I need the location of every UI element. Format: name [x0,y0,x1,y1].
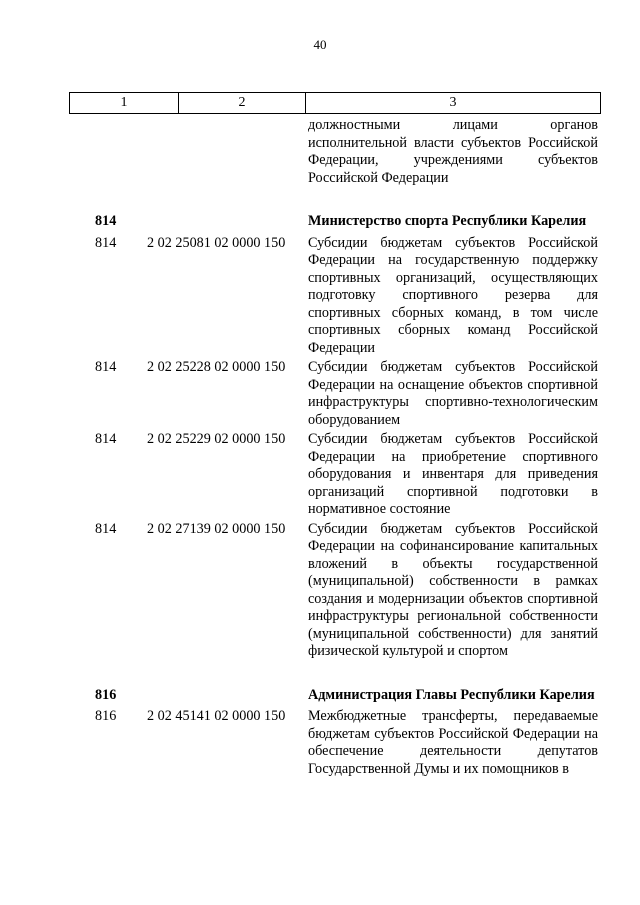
table-row [0,235,640,358]
row-description: Субсидии бюджетам субъектов Российской Федерации на софинансирование капитальных вложений в объекты государственной (муниципальной) собственности в рамках создания и модернизации объектов спортивной инфраструктуры региональной собственности (муниципальной собственности) для занятий физической культурой и спортом [308,520,598,659]
row-kbk: 2 02 25229 02 0000 150 [147,431,286,447]
row-kbk: 2 02 27139 02 0000 150 [147,520,286,537]
table-header [69,92,601,114]
header-col-1: 1 [70,93,179,114]
row-kbk: 2 02 25228 02 0000 150 [147,359,286,375]
row-description: должностными лицами органов исполнительной власти субъектов Российской Федерации, учреждениями субъектов Российской Федерации [308,117,598,186]
row-description: Администрация Главы Республики Карелия [308,686,595,703]
row-code: 814 [95,431,117,447]
table-row [0,521,640,661]
row-description: Субсидии бюджетам субъектов Российской Федерации на оснащение объектов спортивной инфраструктуры спортивно-технологическим оборудованием [308,359,598,428]
row-kbk: 2 02 45141 02 0000 150 [147,708,286,724]
row-description: Межбюджетные трансферты, передаваемые бюджетам субъектов Российской Федерации на обеспечение деятельности депутатов Государственной Думы и их помощников в [308,708,598,777]
page-number: 40 [313,37,327,52]
row-description: Субсидии бюджетам субъектов Российской Федерации на государственную поддержку спортивных организаций, осуществляющих подготовку спортивного резерва для спортивных сборных команд, в том числе спортивных сборных команд Российской Федерации [308,234,598,356]
table-row [0,117,640,187]
row-code: 816 [95,686,117,703]
row-description: Министерство спорта Республики Карелия [308,213,587,229]
table-row [0,431,640,519]
table-row [0,708,640,778]
table-row-section [0,213,640,231]
table-row [0,359,640,429]
header-col-3: 3 [306,93,601,114]
table-body [0,117,640,778]
row-code: 814 [95,359,117,375]
row-code: 814 [95,234,117,251]
row-description: Субсидии бюджетам субъектов Российской Федерации на приобретение спортивного оборудования и инвентаря для приведения организаций спортивной подготовки в нормативное состояние [308,431,598,517]
row-code: 816 [95,708,117,724]
table-row-section [0,687,640,705]
row-code: 814 [95,213,117,229]
row-code: 814 [95,520,117,537]
header-col-2: 2 [179,93,306,114]
row-kbk: 2 02 25081 02 0000 150 [147,234,286,251]
